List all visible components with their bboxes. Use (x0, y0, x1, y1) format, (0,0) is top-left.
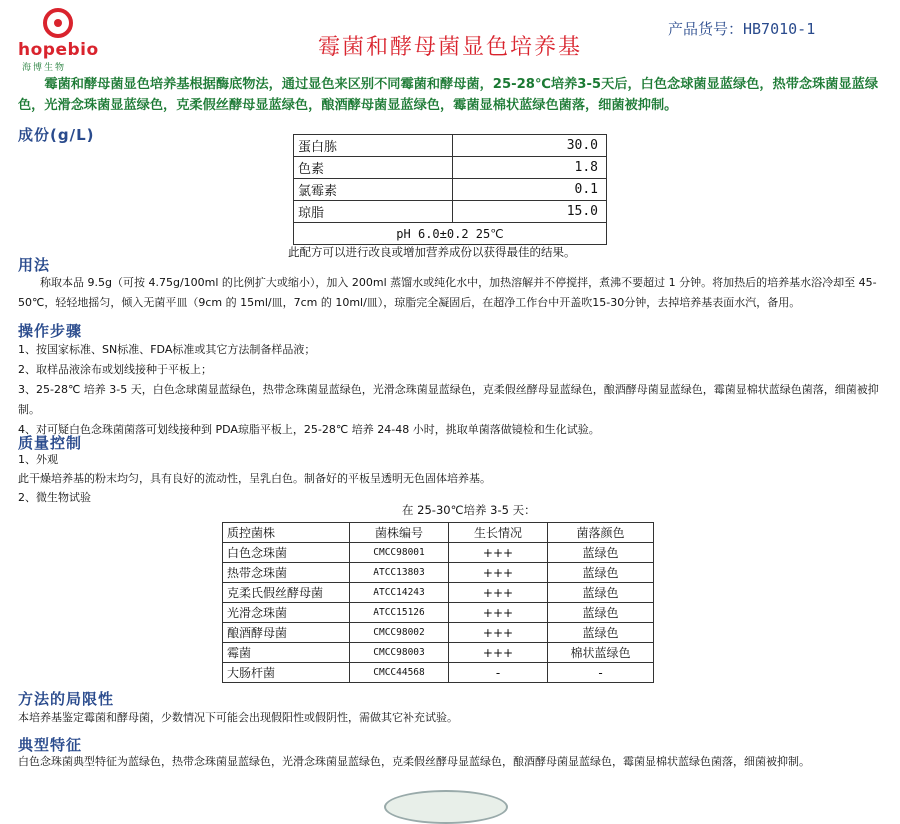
composition-name: 蛋白胨 (294, 135, 453, 157)
micro-color: 蓝绿色 (548, 623, 654, 643)
brand-sub: 海博生物 (22, 63, 67, 73)
micro-growth: +++ (449, 623, 548, 643)
composition-row (294, 157, 607, 179)
micro-strain: 霉菌 (223, 643, 350, 663)
micro-growth: +++ (449, 563, 548, 583)
micro-row (223, 563, 654, 583)
micro-color: 蓝绿色 (548, 543, 654, 563)
micro-code: CMCC98003 (350, 643, 449, 663)
product-code: 产品货号：HB7010-1 (668, 20, 816, 38)
micro-color: 蓝绿色 (548, 563, 654, 583)
micro-code: ATCC13803 (350, 563, 449, 583)
micro-growth: +++ (449, 583, 548, 603)
micro-row (223, 643, 654, 663)
composition-heading: 成份(g/L) (18, 126, 95, 144)
micro-strain: 克柔氏假丝酵母菌 (223, 583, 350, 603)
micro-strain: 大肠杆菌 (223, 663, 350, 683)
micro-strain: 热带念珠菌 (223, 563, 350, 583)
micro-table (222, 522, 654, 683)
usage-text: 称取本品 9.5g（可按 4.75g/100ml 的比例扩大或缩小），加入 200ml 蒸馏水或纯化水中，加热溶解并不停搅拌，煮沸不要超过 1 分钟。将加热后的培养基水浴冷却至 45-50℃，轻轻地摇匀，倾入无菌平皿（9cm 的 15ml/皿，7cm 的 10ml/皿），琼脂完全凝固后，在超净工作台中开盖吹15-30分钟，去掉培养基表面水汽，备用。 (18, 276, 877, 309)
micro-color: 蓝绿色 (548, 583, 654, 603)
intro-paragraph: 霉菌和酵母菌显色培养基根据酶底物法，通过显色来区别不同霉菌和酵母菌，25-28℃培养3-5天后，白色念球菌显蓝绿色，热带念珠菌显蓝绿色，光滑念珠菌显蓝绿色，克柔假丝酵母显蓝绿色，酿酒酵母菌显蓝绿色，霉菌显棉状蓝绿色菌落，细菌被抑制。 (18, 77, 879, 113)
composition-ph: pH 6.0±0.2 25℃ (294, 223, 607, 245)
composition-value: 15.0 (453, 201, 607, 223)
composition-note: 此配方可以进行改良或增加营养成份以获得最佳的结果。 (288, 245, 576, 259)
composition-value: 30.0 (453, 135, 607, 157)
composition-row (294, 201, 607, 223)
micro-row (223, 603, 654, 623)
micro-row (223, 543, 654, 563)
page-title: 霉菌和酵母菌显色培养基 (317, 35, 582, 60)
petri-dish-image (384, 790, 508, 824)
limits-text: 本培养基鉴定霉菌和酵母菌，少数情况下可能会出现假阳性或假阴性，需做其它补充试验。 (18, 711, 458, 724)
micro-growth: +++ (449, 543, 548, 563)
composition-row (294, 135, 607, 157)
step-item: 2、取样品液涂布或划线接种于平板上； (18, 363, 212, 376)
composition-name: 氯霉素 (294, 179, 453, 201)
micro-color: 棉状蓝绿色 (548, 643, 654, 663)
micro-code: CMCC44568 (350, 663, 449, 683)
micro-header-growth: 生长情况 (449, 523, 548, 543)
micro-growth: +++ (449, 643, 548, 663)
composition-table (293, 134, 607, 245)
micro-row (223, 583, 654, 603)
micro-header-color: 菌落颜色 (548, 523, 654, 543)
step-item: 3、25-28℃ 培养 3-5 天，白色念球菌显蓝绿色，热带念珠菌显蓝绿色，光滑念珠菌显蓝绿色，克柔假丝酵母显蓝绿色，酿酒酵母菌显蓝绿色，霉菌显棉状蓝绿色菌落，细菌被抑制。 (18, 383, 879, 416)
steps-list (18, 340, 886, 440)
composition-value: 0.1 (453, 179, 607, 201)
micro-strain: 光滑念珠菌 (223, 603, 350, 623)
micro-growth: - (449, 663, 548, 683)
micro-header-code: 菌株编号 (350, 523, 449, 543)
step-item: 1、按国家标准、SN标准、FDA标准或其它方法制备样品液； (18, 343, 316, 356)
qc-heading: 质量控制 (18, 434, 83, 452)
steps-heading: 操作步骤 (18, 322, 83, 340)
usage-heading: 用法 (18, 256, 51, 274)
qc-micro-caption: 在 25-30℃培养 3-5 天： (402, 503, 536, 517)
micro-header-strain: 质控菌株 (223, 523, 350, 543)
composition-row (294, 179, 607, 201)
micro-strain: 白色念珠菌 (223, 543, 350, 563)
micro-code: ATCC15126 (350, 603, 449, 623)
qc-appearance-title: 1、外观 (18, 453, 58, 466)
features-heading: 典型特征 (18, 736, 83, 754)
brand-name: hopebio (18, 40, 99, 60)
micro-row (223, 663, 654, 683)
composition-name: 琼脂 (294, 201, 453, 223)
micro-code: CMCC98002 (350, 623, 449, 643)
step-item: 4、对可疑白色念珠菌菌落可划线接种到 PDA琼脂平板上，25-28℃ 培养 24-48 小时，挑取单菌落做镜检和生化试验。 (18, 423, 600, 436)
micro-color: 蓝绿色 (548, 603, 654, 623)
micro-row (223, 623, 654, 643)
limits-heading: 方法的局限性 (18, 690, 115, 708)
features-text: 白色念珠菌典型特征为蓝绿色，热带念珠菌显蓝绿色，光滑念珠菌显蓝绿色，克柔假丝酵母显蓝绿色，酿酒酵母菌显蓝绿色，霉菌显棉状蓝绿色菌落，细菌被抑制。 (18, 755, 810, 768)
composition-name: 色素 (294, 157, 453, 179)
micro-growth: +++ (449, 603, 548, 623)
micro-strain: 酿酒酵母菌 (223, 623, 350, 643)
composition-value: 1.8 (453, 157, 607, 179)
qc-micro-title: 2、微生物试验 (18, 491, 91, 504)
micro-color: - (548, 663, 654, 683)
micro-code: ATCC14243 (350, 583, 449, 603)
micro-code: CMCC98001 (350, 543, 449, 563)
qc-appearance-text: 此干燥培养基的粉末均匀，具有良好的流动性，呈乳白色。制备好的平板呈透明无色固体培养基。 (18, 472, 491, 485)
